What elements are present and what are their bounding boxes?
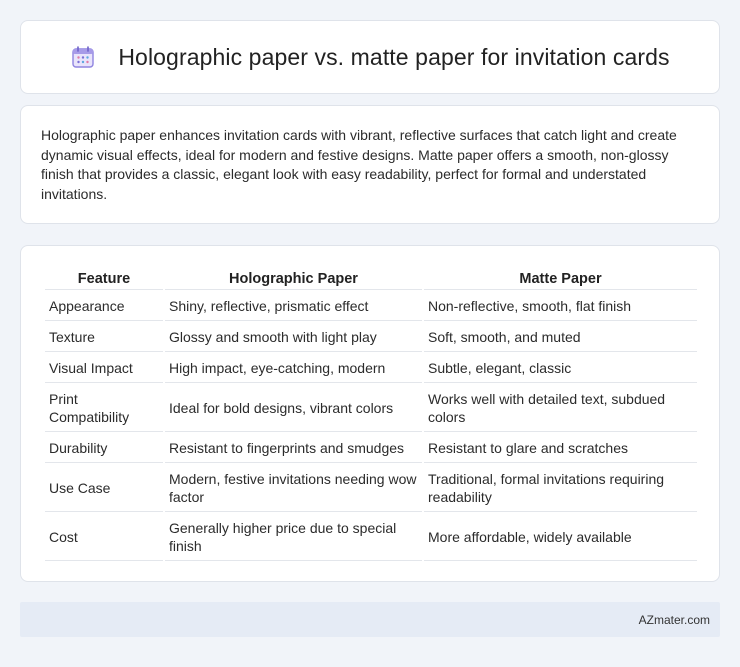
column-header-holographic: Holographic Paper (165, 268, 422, 290)
calendar-icon (70, 44, 96, 70)
matte-cell: Subtle, elegant, classic (424, 354, 697, 383)
table-row (45, 354, 697, 383)
holographic-cell: Glossy and smooth with light play (165, 323, 422, 352)
summary-text: Holographic paper enhances invitation cards with vibrant, reflective surfaces that catch light and create dynamic visual effects, ideal for modern and festive designs. Matte paper offers a smooth, non-glossy finish that provides a classic, elegant look with easy readability, perfect for formal and understated invitations. (41, 127, 677, 202)
feature-cell: Texture (45, 323, 163, 352)
table-row (45, 385, 697, 432)
page-title: Holographic paper vs. matte paper for invitation cards (118, 43, 670, 70)
feature-cell: Durability (45, 434, 163, 463)
matte-cell: Soft, smooth, and muted (424, 323, 697, 352)
matte-cell: Resistant to glare and scratches (424, 434, 697, 463)
feature-cell: Cost (45, 514, 163, 561)
matte-cell: Works well with detailed text, subdued colors (424, 385, 697, 432)
table-row (45, 323, 697, 352)
comparison-card (20, 245, 720, 582)
feature-cell: Print Compatibility (45, 385, 163, 432)
holographic-cell: Ideal for bold designs, vibrant colors (165, 385, 422, 432)
footer-site-link[interactable]: AZmater.com (638, 612, 710, 627)
column-header-matte: Matte Paper (424, 268, 697, 290)
feature-cell: Appearance (45, 292, 163, 321)
holographic-cell: Generally higher price due to special finish (165, 514, 422, 561)
table-header-row (45, 268, 697, 290)
summary-card (20, 105, 720, 224)
matte-cell: More affordable, widely available (424, 514, 697, 561)
table-row (45, 434, 697, 463)
table-row (45, 292, 697, 321)
matte-cell: Traditional, formal invitations requiring readability (424, 465, 697, 512)
matte-cell: Non-reflective, smooth, flat finish (424, 292, 697, 321)
feature-cell: Use Case (45, 465, 163, 512)
holographic-cell: High impact, eye-catching, modern (165, 354, 422, 383)
holographic-cell: Modern, festive invitations needing wow factor (165, 465, 422, 512)
title-card (20, 20, 720, 94)
feature-cell: Visual Impact (45, 354, 163, 383)
table-row (45, 514, 697, 561)
comparison-table (43, 266, 699, 563)
holographic-cell: Resistant to fingerprints and smudges (165, 434, 422, 463)
table-row (45, 465, 697, 512)
column-header-feature: Feature (45, 268, 163, 290)
footer (20, 602, 720, 637)
holographic-cell: Shiny, reflective, prismatic effect (165, 292, 422, 321)
